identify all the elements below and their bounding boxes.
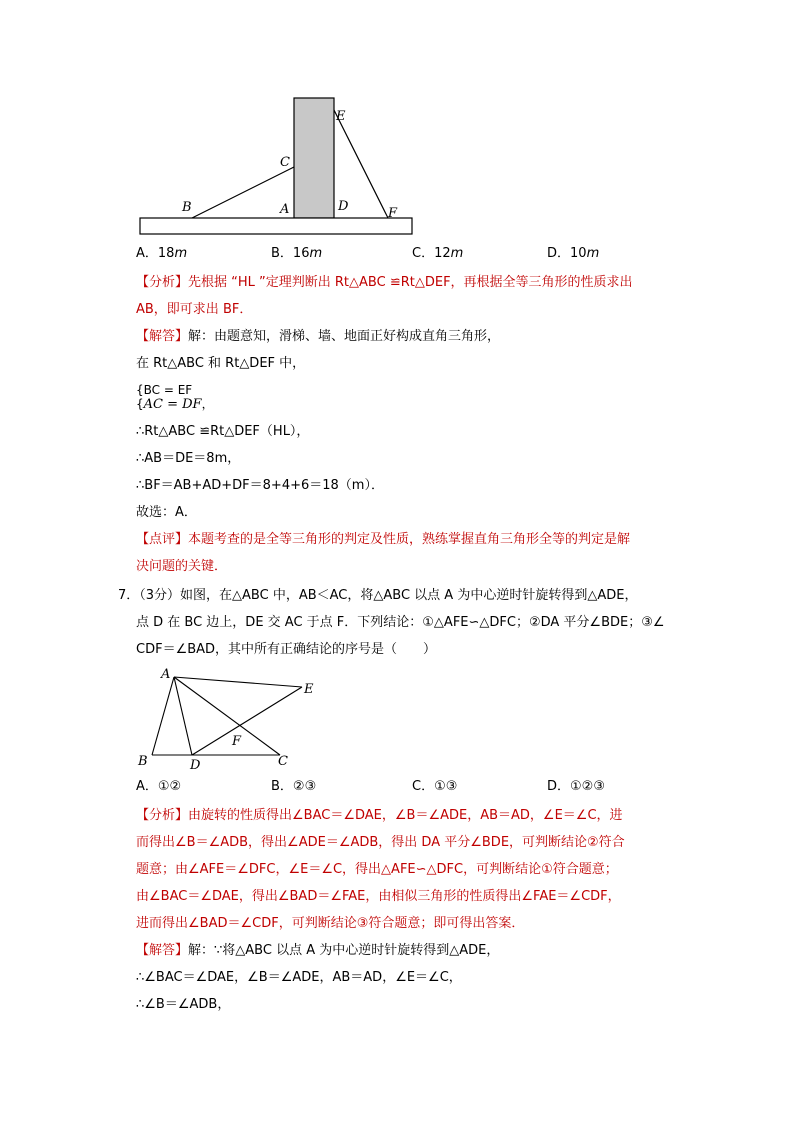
label-a: A [280, 202, 290, 217]
q7-option-a[interactable]: A．①② [136, 779, 182, 794]
q7-option-b[interactable]: B．②③ [271, 779, 317, 794]
q7-analysis-line3: 题意；由∠AFE＝∠DFC，∠E＝∠C，得出△AFE∽△DFC，可判断结论①符合题意； [136, 862, 618, 877]
q6-analysis-line2: AB，即可求出 BF． [136, 302, 253, 317]
q6-solution-line6: 故选：A． [136, 505, 197, 520]
segment-ab [152, 677, 174, 755]
q6-solution-line2: 在 Rt△ABC 和 Rt△DEF 中， [136, 356, 306, 371]
q7-analysis-line2: 而得出∠B＝∠ADB，得出∠ADE＝∠ADB，得出 DA 平分∠BDE，可判断结论②符合 [136, 835, 625, 850]
q7-stem-line1: 7．（3分）如图，在△ABC 中，AB＜AC，将△ABC 以点 A 为中心逆时针旋转得到△ADE， [118, 588, 638, 603]
label-d: D [190, 758, 201, 773]
q7-solution-line1: 【解答】解：∵将△ABC 以点 A 为中心逆时针旋转得到△ADE， [136, 943, 500, 958]
q7-stem-line2: 点 D 在 BC 边上，DE 交 AC 于点 F．下列结论：①△AFE∽△DFC；②DA 平分∠BDE；③∠ [136, 615, 665, 630]
q6-solution-line3: ∴Rt△ABC ≌Rt△DEF（HL）， [136, 424, 310, 439]
figure-slide-wall [136, 94, 416, 236]
ground [140, 218, 412, 234]
q6-options [0, 246, 794, 262]
label-d: D [338, 199, 349, 214]
segment-de [192, 687, 302, 755]
segment-ac [174, 677, 280, 755]
q6-solution-line4: ∴AB＝DE＝8m， [136, 451, 241, 466]
label-f: F [388, 206, 398, 221]
q7-analysis-line4: 由∠BAC＝∠DAE，得出∠BAD＝∠FAE，由相似三角形的性质得出∠FAE＝∠CDF， [136, 889, 621, 904]
segment-bc [192, 167, 294, 218]
q7-option-c[interactable]: C．①③ [412, 779, 458, 794]
q6-comment-line2: 决问题的关键． [136, 559, 228, 574]
q6-comment-line1: 【点评】本题考查的是全等三角形的判定及性质，熟练掌握直角三角形全等的判定是解 [136, 532, 631, 547]
q7-stem-line3: CDF＝∠BAD，其中所有正确结论的序号是（ ） [136, 642, 437, 657]
label-b: B [182, 200, 192, 215]
q7-analysis-line1: 【分析】由旋转的性质得出∠BAC＝∠DAE，∠B＝∠ADE，AB＝AD，∠E＝∠C，进 [136, 808, 623, 823]
system-row1: {BC = EF [136, 383, 193, 397]
label-c: C [278, 754, 288, 769]
q6-option-d[interactable]: D．10m [547, 246, 600, 261]
q6-analysis-line1: 【分析】先根据 “HL ”定理判断出 Rt△ABC ≌Rt△DEF，再根据全等三角形的性质求出 [136, 275, 633, 290]
q7-analysis-line5: 进而得出∠BAD＝∠CDF，可判断结论③符合题意；即可得出答案． [136, 916, 525, 931]
q7-solution-line3: ∴∠B＝∠ADB， [136, 997, 231, 1012]
label-f: F [232, 734, 242, 749]
q6-option-b[interactable]: B．16m [271, 246, 323, 261]
label-b: B [138, 754, 148, 769]
segment-ae [174, 677, 302, 687]
label-a: A [161, 667, 171, 682]
q6-solution-line1: 【解答】解：由题意知，滑梯、墙、地面正好构成直角三角形， [136, 329, 501, 344]
q6-option-c[interactable]: C．12m [412, 246, 464, 261]
label-c: C [280, 155, 290, 170]
wall [294, 98, 334, 218]
q7-solution-line2: ∴∠BAC＝∠DAE，∠B＝∠ADE，AB＝AD，∠E＝∠C， [136, 970, 462, 985]
figure-rotation [134, 665, 324, 775]
q6-solution-line5: ∴BF＝AB+AD+DF＝8+4+6＝18（m）． [136, 478, 384, 493]
q7-option-d[interactable]: D．①②③ [547, 779, 605, 794]
equation-system [136, 383, 214, 412]
label-e: E [336, 109, 346, 124]
q7-options [0, 779, 794, 795]
system-row2: {AC = DF， [136, 397, 214, 412]
q6-option-a[interactable]: A．18m [136, 246, 188, 261]
label-e: E [304, 682, 314, 697]
